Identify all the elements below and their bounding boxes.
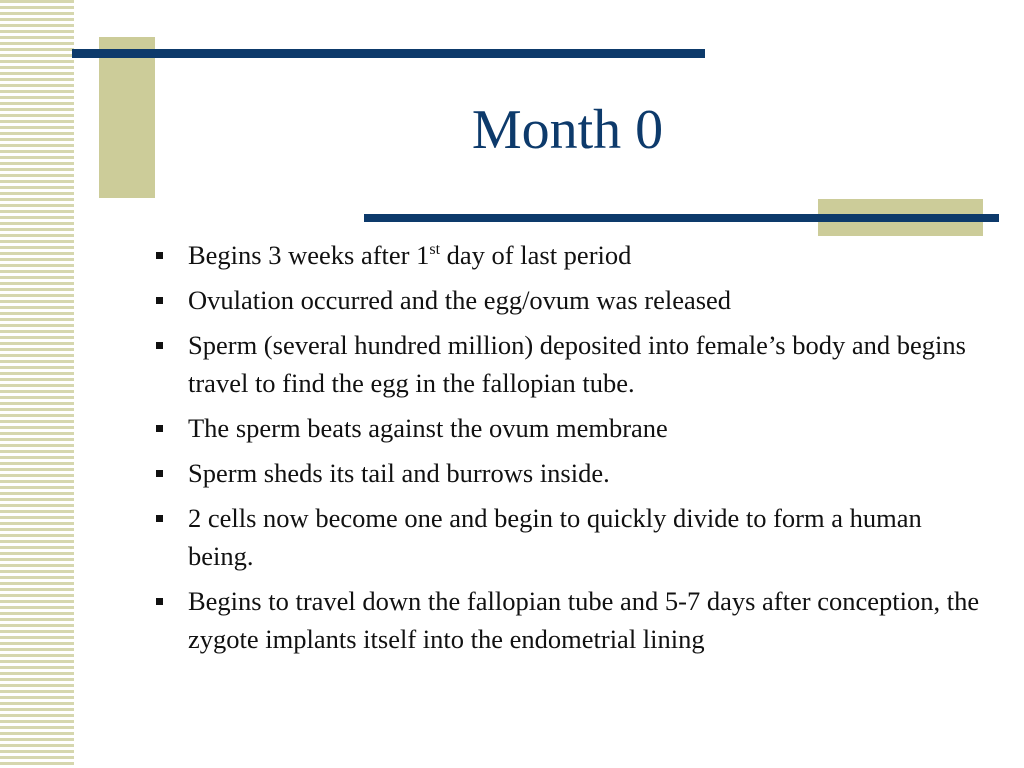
bullet-text: Sperm (several hundred million) deposited into female’s body and begins travel to find the egg in the fallopian tube. <box>188 330 966 398</box>
bullet-item <box>156 582 986 658</box>
bullet-text: Ovulation occurred and the egg/ovum was released <box>188 285 732 315</box>
square-bullet-icon <box>156 425 163 432</box>
bullet-text: Sperm sheds its tail and burrows inside. <box>188 458 610 488</box>
bullet-text: Begins 3 weeks after 1st day of last period <box>188 240 632 270</box>
square-bullet-icon <box>156 598 163 605</box>
bullet-list <box>156 236 986 665</box>
bullet-item <box>156 499 986 575</box>
superscript: st <box>429 241 441 258</box>
top-rule-line <box>72 49 705 58</box>
square-bullet-icon <box>156 297 163 304</box>
square-bullet-icon <box>156 470 163 477</box>
left-stripe-decoration <box>0 0 74 768</box>
square-bullet-icon <box>156 515 163 522</box>
bullet-item <box>156 454 986 492</box>
tan-accent-block-top <box>99 37 155 198</box>
bullet-text: Begins to travel down the fallopian tube and 5-7 days after conception, the zygote implants itself into the endometrial lining <box>188 586 980 654</box>
bullet-text: 2 cells now become one and begin to quickly divide to form a human being. <box>188 503 922 571</box>
bullet-item <box>156 409 986 447</box>
bullet-text: The sperm beats against the ovum membrane <box>188 413 668 443</box>
bullet-item <box>156 326 986 402</box>
bullet-item <box>156 236 986 274</box>
slide-title: Month 0 <box>471 99 664 161</box>
square-bullet-icon <box>156 252 163 259</box>
square-bullet-icon <box>156 342 163 349</box>
bullet-item <box>156 281 986 319</box>
title-underline-rule <box>364 214 999 222</box>
